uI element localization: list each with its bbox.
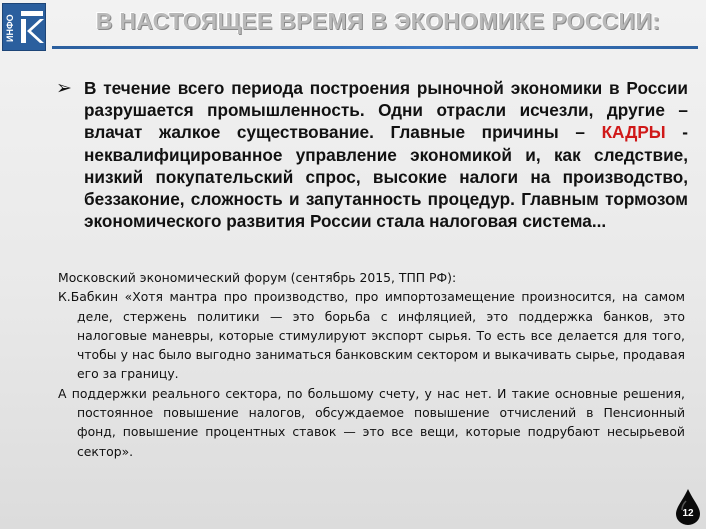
oil-drop-icon	[674, 488, 702, 526]
logo-glyph-icon	[20, 9, 44, 47]
main-bullet-part2: - неквалифицированное управление экономикой и, как следствие, низкий покупательский спрос, высокие налоги на производство, беззаконие, сложность и запутанность процедур. Главным тормозом экономического развития России стала налоговая система...	[84, 122, 688, 232]
logo-vertical-text: ИНФО	[5, 14, 15, 42]
quote-heading: Московский экономический форум (сентябрь 2015, ТПП РФ):	[58, 270, 457, 285]
title-divider	[52, 46, 698, 49]
page-number-badge	[674, 488, 702, 526]
main-bullet-part1: В течение всего периода построения рыночной экономики в России разрушается промышленность. Одни отрасли исчезли, другие – влачат жалкое существование. Главные причины –	[84, 78, 688, 143]
forum-quote	[58, 268, 685, 461]
slide-title: В НАСТОЯЩЕЕ ВРЕМЯ В ЭКОНОМИКЕ РОССИИ:	[95, 8, 661, 34]
quote-paragraph-2: А поддержки реального сектора, по большому счету, у нас нет. И такие основные решения, постоянное повышение налогов, обсуждаемое повышение отчислений в Пенсионный фонд, повышение процентных ставок — это все вещи, которые подрубают несырьевой сектор».	[58, 385, 685, 459]
kadry-highlight: КАДРЫ	[601, 122, 666, 143]
main-bullet-text	[84, 77, 688, 232]
arrow-bullet-icon: ➢	[56, 78, 72, 99]
page-number: 12	[682, 508, 694, 519]
logo	[2, 3, 46, 51]
quote-paragraph-1: К.Бабкин «Хотя мантра про производство, про импортозамещение произносится, на самом деле, стержень политики — это борьба с инфляцией, это поддержка банков, это налоговые маневры, которые стимулируют экспорт сырья. То есть все делается для того, чтобы у нас было выгодно заниматься банковским сектором и выкачивать сырье, продавая его за границу.	[58, 289, 685, 382]
main-bullet	[46, 77, 688, 232]
